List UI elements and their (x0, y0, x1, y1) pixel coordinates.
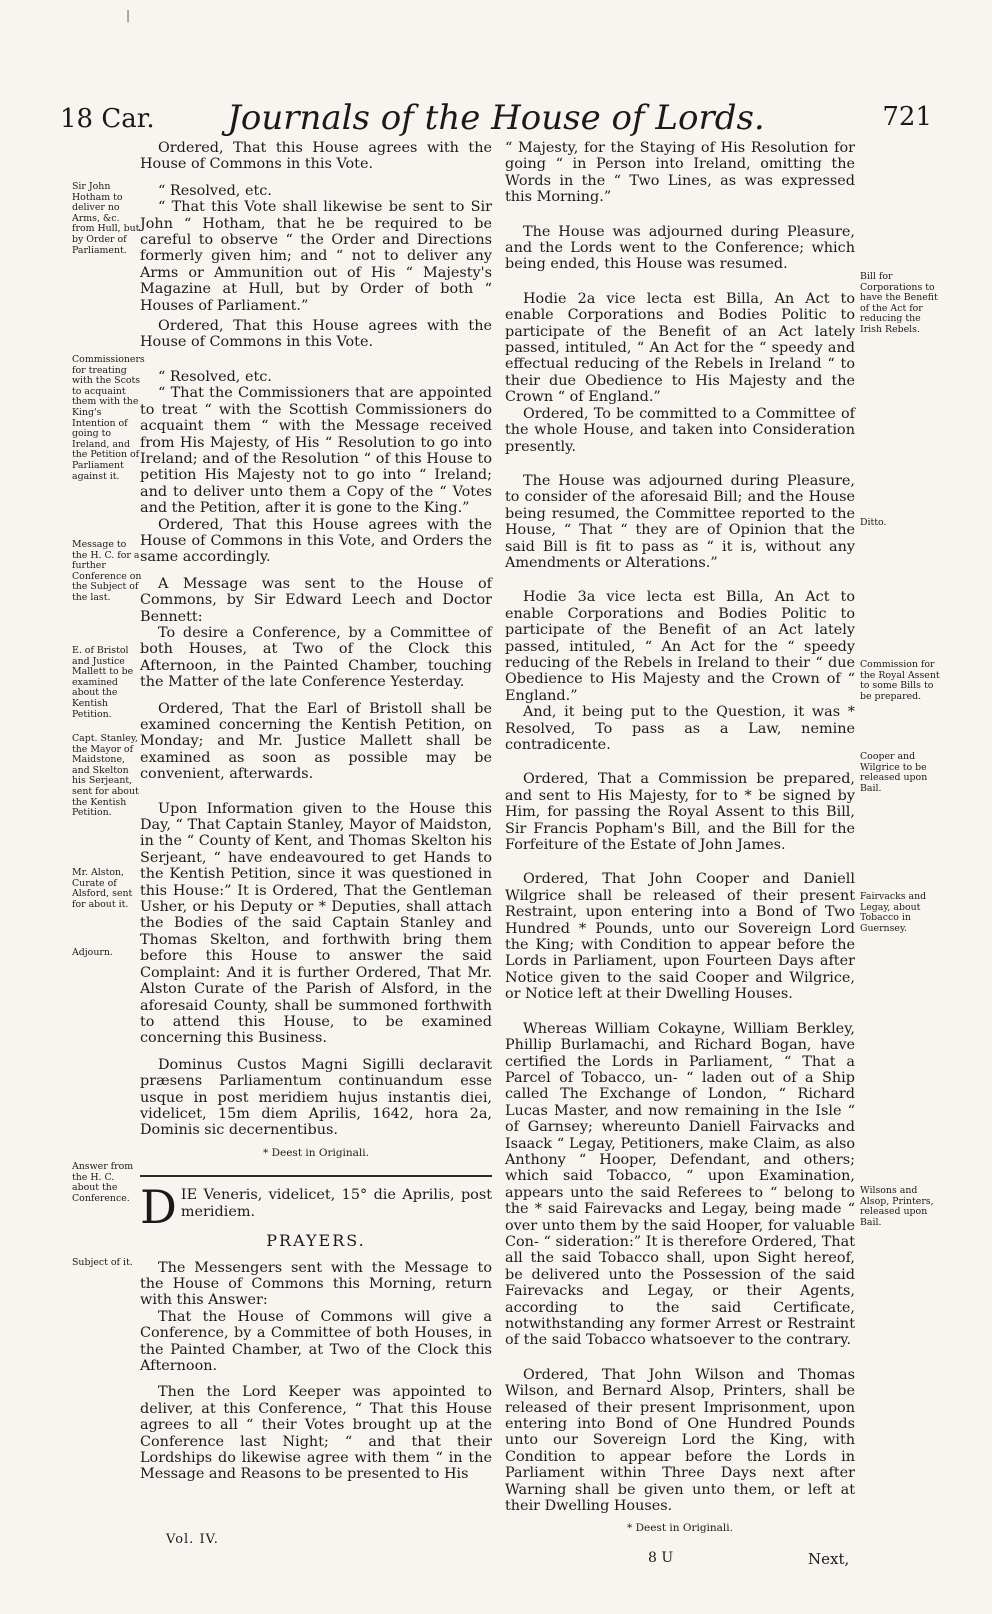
margin-note: Commission for the Royal Assent to some Bills to be prepared. (860, 659, 940, 702)
answer-paragraph: That the House of Commons will give a Conference, by a Committee of both Houses, in the Painted Chamber, at Two of the Clock this Afternoon. (140, 1308, 492, 1374)
right-column (505, 140, 855, 1543)
information-paragraph: Upon Information given to the House this Day, “ That Captain Stanley, Mayor of Maidston, in the “ County of Kent, and Thomas Skelton his Serjeant, “ have endeavoured to get Hands to the Kentish Petition, since it was questioned in this House:” It is Ordered, That the Gentleman Usher, or his Deputy or * Deputies, shall attach the Bodies of the said Captain Stanley and Thomas Skelton, and forthwith bring them before this House to answer the said Complaint: And it is further Ordered, That Mr. Alston Curate of the Parish of Alsford, in the aforesaid County, shall be summoned forthwith to attend this House, to be examined concerning this Business. (140, 800, 492, 1047)
journal-title: Journals of the House of Lords. (227, 98, 765, 138)
drop-cap: D (140, 1180, 177, 1235)
resolution-paragraph: And, it being put to the Question, it was * Resolved, To pass as a Law, nemine contradicente. (505, 704, 855, 753)
margin-note: Answer from the H. C. about the Conference. (72, 1161, 134, 1204)
margin-note: Cooper and Wilgrice to be released upon Bail. (860, 751, 928, 794)
resolution-heading: “ Resolved, etc. (158, 182, 272, 199)
order-paragraph: Ordered, To be committed to a Committee of the whole House, and taken into Consideration presently. (505, 405, 855, 455)
margin-note: Sir John Hotham to deliver no Arms, &c. from Hull, but by Order of Parliament. (72, 181, 140, 256)
prayers-heading: PRAYERS. (266, 1231, 366, 1251)
margin-note: Mr. Alston, Curate of Alsford, sent for about it. (72, 867, 133, 910)
margin-note: E. of Bristol and Justice Mallett to be examined about the Kentish Petition. (72, 645, 134, 720)
order-paragraph: Ordered, That this House agrees with the House of Commons in this Vote, and Orders the same accordingly. (140, 516, 492, 566)
margin-note: Subject of it. (72, 1257, 133, 1268)
order-paragraph: Ordered, That John Cooper and Daniell Wilgrice shall be released of their present Restraint, upon entering into a Bond of Two Hundred * Pounds, unto our Sovereign Lord the King; with Condition to appear before the Lords in Parliament, upon Fourteen Days after Notice given to the said Cooper and Wilgrice, or Notice left at their Dwelling Houses. (505, 871, 855, 1003)
continuation-paragraph: “ Majesty, for the Staying of His Resolution for going “ in Person into Ireland, omitting the Words in the “ Two Lines, as was expressed this Morning.” (505, 140, 855, 206)
conference-paragraph: To desire a Conference, by a Committee of both Houses, at Two of the Clock this Afternoon, in the Painted Chamber, touching the Matter of the late Conference Yesterday. (140, 624, 492, 691)
adjournment-paragraph: Dominus Custos Magni Sigilli declaravit præsens Parliamentum continuandum esse usque in post meridiem hujus instantis diei, videlicet, 15m diem Aprilis, 1642, hora 2a, Dominis sic decernentibus. (140, 1056, 492, 1139)
volume-label: Vol. IV. (166, 1532, 219, 1547)
top-mark: | (126, 8, 131, 22)
order-paragraph: Ordered, That this House agrees with the House of Commons in this Vote. (140, 140, 492, 173)
running-head-left: 18 Car. (60, 104, 155, 134)
margin-note: Capt. Stanley, the Mayor of Maidstone, and Skelton his Serjeant, sent for about the Kentish Petition. (72, 733, 139, 819)
footnote: * Deest in Originali. (627, 1522, 733, 1535)
order-paragraph: Ordered, That this House agrees with the House of Commons in this Vote. (140, 318, 492, 351)
margin-note: Bill for Corporations to have the Benefit of the Act for reducing the Irish Rebels. (860, 271, 938, 335)
left-column (140, 140, 492, 1483)
margin-note: Wilsons and Alsop, Printers, released upon Bail. (860, 1185, 934, 1228)
bill-reading-paragraph: Hodie 2a vice lecta est Billa, An Act to enable Corporations and Bodies Politic to participate of the Benefit of an Act lately passed, intituled, “ An Act for the “ speedy and effectual reducing of the Rebels in Ireland “ to their due Obedience to His Majesty and the Crown “ of England.” (505, 290, 855, 406)
catchword: Next, (808, 1550, 850, 1568)
signature-mark: 8 U (648, 1550, 674, 1566)
message-paragraph: A Message was sent to the House of Commons, by Sir Edward Leech and Doctor Bennett: (140, 575, 492, 625)
margin-note: Commissioners for treating with the Scots to acquaint them with the King's Intention of going to Ireland, and the Petition of Parliament against it. (72, 354, 145, 482)
page-header (0, 74, 992, 138)
margin-note: Ditto. (860, 517, 887, 528)
resolution-paragraph: “ That the Commissioners that are appointed to treat “ with the Scottish Commissioners do acquaint them “ with the Message received from His Majesty, of His “ Resolution to go into Ireland; and of the Resolution “ of this House to petition His Majesty not to go into “ Ireland; and to deliver unto them a Copy of the “ Votes and the Petition, after it is gone to the King.” (140, 385, 492, 517)
tobacco-paragraph: Whereas William Cokayne, William Berkley, Phillip Burlamachi, and Richard Bogan, have certified the Lords in Parliament, “ That a Parcel of Tobacco, un- “ laden out of a Ship called The Exchange of London, “ Richard Lucas Master, and now remaining in the Isle “ of Garnsey; whereunto Daniell Fairvacks and Isaack “ Legay, Petitioners, make Claim, as also Anthony “ Hooper, Defendant, and others; which said Tobacco, “ upon Examination, appears unto the said Referees to “ belong to the * said Fairevacks and Legay, being made “ over unto them by the said Hooper, for valuable Con- “ sideration:” It is therefore Ordered, That all the said Tobacco shall, upon Sight hereof, be delivered unto the Possession of the said Fairevacks and Legay, or their Agents, according to the said Certificate, notwithstanding any former Arrest or Restraint of the said Tobacco whatsoever to the contrary. (505, 1020, 855, 1349)
margin-note: Adjourn. (72, 947, 113, 958)
footnote: * Deest in Originali. (263, 1146, 369, 1159)
lord-keeper-paragraph: Then the Lord Keeper was appointed to deliver, at this Conference, “ That this House agrees to all “ their Votes brought up at the Conference last Night; “ and that their Lordships do likewise agree with them “ in the Message and Reasons to be presented to His (140, 1384, 492, 1483)
committee-report-paragraph: The House was adjourned during Pleasure, to consider of the aforesaid Bill; and the House being resumed, the Committee reported to the House, “ That “ they are of Opinion that the said Bill is fit to pass as “ it is, without any Amendments or Alterations.” (505, 472, 855, 571)
order-paragraph: Ordered, That the Earl of Bristoll shall be examined concerning the Kentish Petition, on Monday; and Mr. Justice Mallett shall be examined as soon as possible may be convenient, afterwards. (140, 700, 492, 783)
page-number: 721 (882, 102, 932, 132)
margin-note: Message to the H. C. for a further Conference on the Subject of the last. (72, 539, 142, 603)
dateline: IE Veneris, videlicet, 15° die Aprilis, post meridiem. (180, 1187, 492, 1220)
messengers-paragraph: The Messengers sent with the Message to the House of Commons this Morning, return with this Answer: (140, 1259, 492, 1309)
section-divider (140, 1175, 492, 1177)
margin-note: Fairvacks and Legay, about Tobacco in Guernsey. (860, 891, 927, 934)
resolution-heading: “ Resolved, etc. (158, 368, 272, 385)
order-paragraph: Ordered, That John Wilson and Thomas Wilson, and Bernard Alsop, Printers, shall be released of their present Imprisonment, upon entering into Bond of One Hundred Pounds unto our Sovereign Lord the King, with Condition to appear before the Lords in Parliament within Three Days next after Warning shall be given unto them, or left at their Dwelling Houses. (505, 1366, 855, 1515)
resolution-paragraph: “ That this Vote shall likewise be sent to Sir John “ Hotham, that he be required to be careful to observe “ the Order and Directions formerly given him; and “ not to deliver any Arms or Ammunition out of His “ Majesty's Magazine at Hull, but by Order of both “ Houses of Parliament.” (140, 199, 492, 314)
bill-reading-paragraph: Hodie 3a vice lecta est Billa, An Act to enable Corporations and Bodies Politic to participate of the Benefit of an Act lately passed, intituled, “ An Act for the “ speedy reducing of the Rebels in Ireland to their “ due Obedience to His Majesty and the Crown of “ England.” (505, 589, 855, 704)
adjournment-paragraph: The House was adjourned during Pleasure, and the Lords went to the Conference; which being ended, this House was resumed. (505, 223, 855, 273)
order-paragraph: Ordered, That a Commission be prepared, and sent to His Majesty, for to * be signed by Him, for passing the Royal Assent to this Bill, Sir Francis Popham's Bill, and the Bill for the Forfeiture of the Estate of John James. (505, 771, 855, 854)
